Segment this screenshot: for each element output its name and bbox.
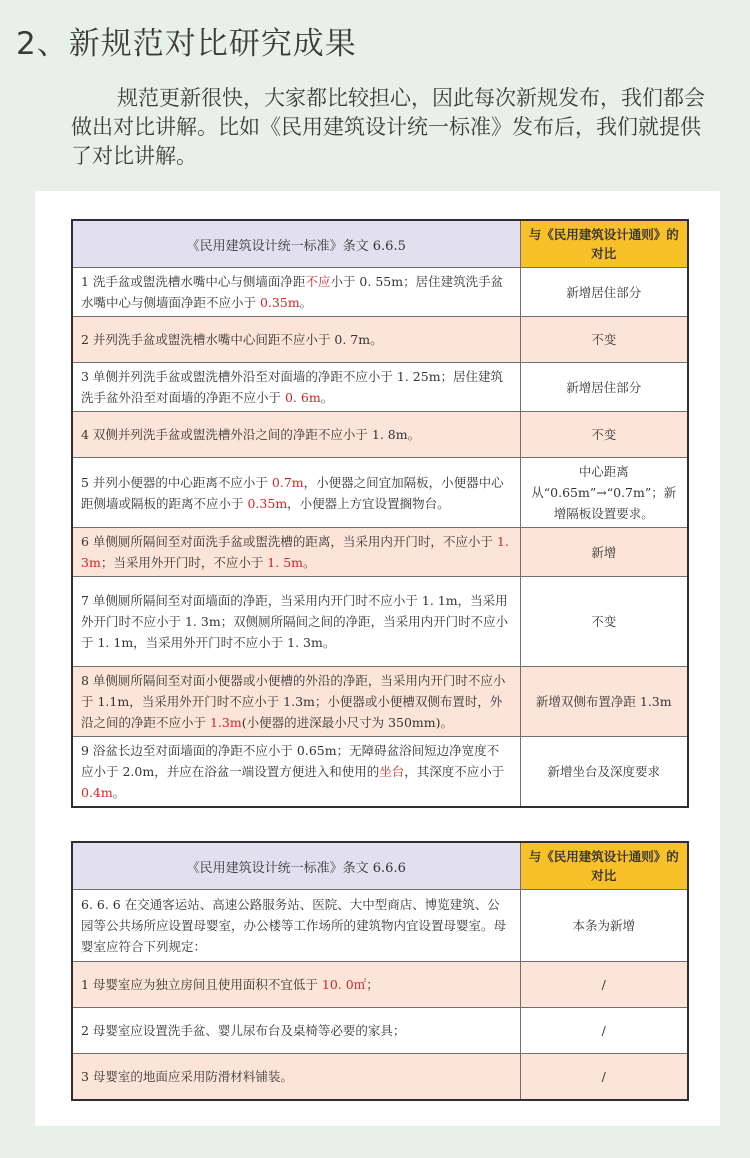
clause-text-part: 。: [299, 295, 313, 310]
clause-text-part: 3 母婴室的地面应采用防滑材料铺装。: [81, 1068, 293, 1084]
clause-text: [72, 1008, 520, 1054]
clause-text-part: 2 母婴室应设置洗手盆、婴儿尿布台及桌椅等必要的家具；: [81, 1023, 406, 1038]
comparison-table-665: [71, 219, 689, 808]
comparison-table-666: [71, 841, 689, 1101]
clause-text: [72, 962, 520, 1008]
clause-text-part: 8 单侧厕所隔间至对面小便器或小便槽的外沿的净距，当采用内开门时不应小于 1.1m，当采用外开门时不应小于 1.3m；小便器或小便槽双侧布置时，外沿之间的净距不应小于: [81, 673, 506, 730]
section-heading: 2、新规范对比研究成果: [16, 26, 357, 62]
clause-text-part: 1 洗手盆或盥洗槽水嘴中心与侧墙面净距: [81, 274, 306, 289]
table-header-comparison: 与《民用建筑设计通则》的对比: [520, 842, 688, 890]
clause-text-part: ；当采用外开门时，不应小于: [100, 555, 268, 570]
clause-text-part: 1 母婴室应为独立房间且使用面积不宜低于: [81, 977, 322, 992]
clause-text-part: 。: [303, 555, 316, 570]
clause-text-part: 7 单侧厕所隔间至对面墙面的净距，当采用内开门时不应小于 1. 1m，当采用外开门时不应小于 1. 3m；双侧厕所隔间之间的净距，当采用内开门时不应小于 1. 1m，当采用外开门时不应小于 1. 3m。: [81, 593, 509, 650]
clause-text-part: 6. 6. 6 在交通客运站、高速公路服务站、医院、大中型商店、博览建筑、公园等公共场所应设置母婴室，办公楼等工作场所的建筑物内宜设置母婴室。母婴室应符合下列规定：: [81, 897, 507, 954]
clause-text: [72, 667, 520, 737]
clause-text-part: (小便器的进深最小尺寸为 350mm)。: [241, 715, 454, 730]
clause-text-part: 6 单侧厕所隔间至对面洗手盆或盥洗槽的距离，当采用内开门时，不应小于: [81, 534, 497, 549]
table-row: [72, 737, 688, 808]
table-row: [72, 1008, 688, 1054]
clause-text: [72, 412, 520, 458]
table-row: [72, 268, 688, 317]
table-row: [72, 528, 688, 577]
table-header-clause: 《民用建筑设计统一标准》条文 6.6.6: [72, 842, 520, 890]
table-row: [72, 317, 688, 363]
comparison-result: 新增居住部分: [520, 268, 688, 317]
comparison-result: 中心距离从“0.65m”→“0.7m”；新增隔板设置要求。: [520, 458, 688, 528]
clause-text: [72, 317, 520, 363]
clause-text-part: 9 浴盆长边至对面墙面的净距不应小于 0.65m；无障碍盆浴间短边净宽度不应小于 2.0m，并应在浴盆一端设置方便进入和使用的: [81, 743, 500, 779]
comparison-result: /: [520, 962, 688, 1008]
clause-text: [72, 577, 520, 667]
table-row: [72, 458, 688, 528]
comparison-result: 不变: [520, 577, 688, 667]
table-header-comparison: 与《民用建筑设计通则》的对比: [520, 220, 688, 268]
highlight-value: 不应: [305, 274, 331, 289]
table-row: [72, 1054, 688, 1100]
clause-text-part: ，其深度不应小于: [404, 764, 505, 779]
table-row: [72, 412, 688, 458]
clause-text: [72, 737, 520, 808]
highlight-value: 0. 6m: [284, 390, 321, 405]
intro-paragraph: 规范更新很快，大家都比较担心，因此每次新规发布，我们都会做出对比讲解。比如《民用建筑设计统一标准》发布后，我们就提供了对比讲解。: [71, 86, 705, 168]
clause-text: [72, 1054, 520, 1100]
clause-text-part: 4 双侧并列洗手盆或盥洗槽外沿之间的净距不应小于 1. 8m。: [81, 427, 421, 442]
comparison-result: 新增: [520, 528, 688, 577]
table-row: [72, 962, 688, 1008]
clause-text-part: ，小便器上方宜设置搁物台。: [287, 495, 450, 511]
clause-text: [72, 890, 520, 962]
comparison-result: 本条为新增: [520, 890, 688, 962]
highlight-value: 1.3m: [209, 715, 242, 730]
comparison-result: /: [520, 1008, 688, 1054]
clause-text-part: 。: [112, 785, 126, 800]
table-row: [72, 363, 688, 412]
clause-text-part: 小于 0. 55m；居住建筑洗手盆水嘴中心与侧墙面净距不应小于: [81, 274, 504, 310]
clause-text-part: 5 并列小便器的中心距离不应小于: [81, 474, 272, 490]
table-row: [72, 667, 688, 737]
clause-text: [72, 363, 520, 412]
highlight-value: 1. 5m: [267, 555, 304, 570]
clause-text: [72, 528, 520, 577]
table-row: [72, 890, 688, 962]
highlight-value: 0.7m: [271, 474, 304, 490]
comparison-result: 不变: [520, 317, 688, 363]
comparison-result: 不变: [520, 412, 688, 458]
clause-text-part: 3 单侧并列洗手盆或盥洗槽外沿至对面墙的净距不应小于 1. 25m；居住建筑洗手盆外沿至对面墙的净距不应小于: [81, 369, 504, 405]
clause-text-part: ，小便器之间宜加隔板，小便器中心距侧墙或隔板的距离不应小于: [81, 474, 504, 511]
highlight-value: 0.4m: [81, 785, 113, 800]
clause-text-part: 。: [320, 390, 334, 405]
highlight-value: 0.35m: [259, 295, 300, 310]
clause-text-part: ；: [366, 977, 379, 992]
clause-text: [72, 458, 520, 528]
table-row: [72, 577, 688, 667]
highlight-value: 0.35m: [247, 495, 288, 511]
clause-text: [72, 268, 520, 317]
comparison-result: /: [520, 1054, 688, 1100]
highlight-value: 10. 0㎡: [321, 977, 367, 992]
comparison-result: 新增居住部分: [520, 363, 688, 412]
content-panel: [35, 191, 720, 1126]
highlight-value: 坐台: [379, 764, 405, 779]
clause-text-part: 2 并列洗手盆或盥洗槽水嘴中心间距不应小于 0. 7m。: [81, 332, 383, 347]
table-header-clause: 《民用建筑设计统一标准》条文 6.6.5: [72, 220, 520, 268]
comparison-result: 新增双侧布置净距 1.3m: [520, 667, 688, 737]
comparison-result: 新增坐台及深度要求: [520, 737, 688, 808]
highlight-value: 1. 3m: [81, 534, 509, 570]
